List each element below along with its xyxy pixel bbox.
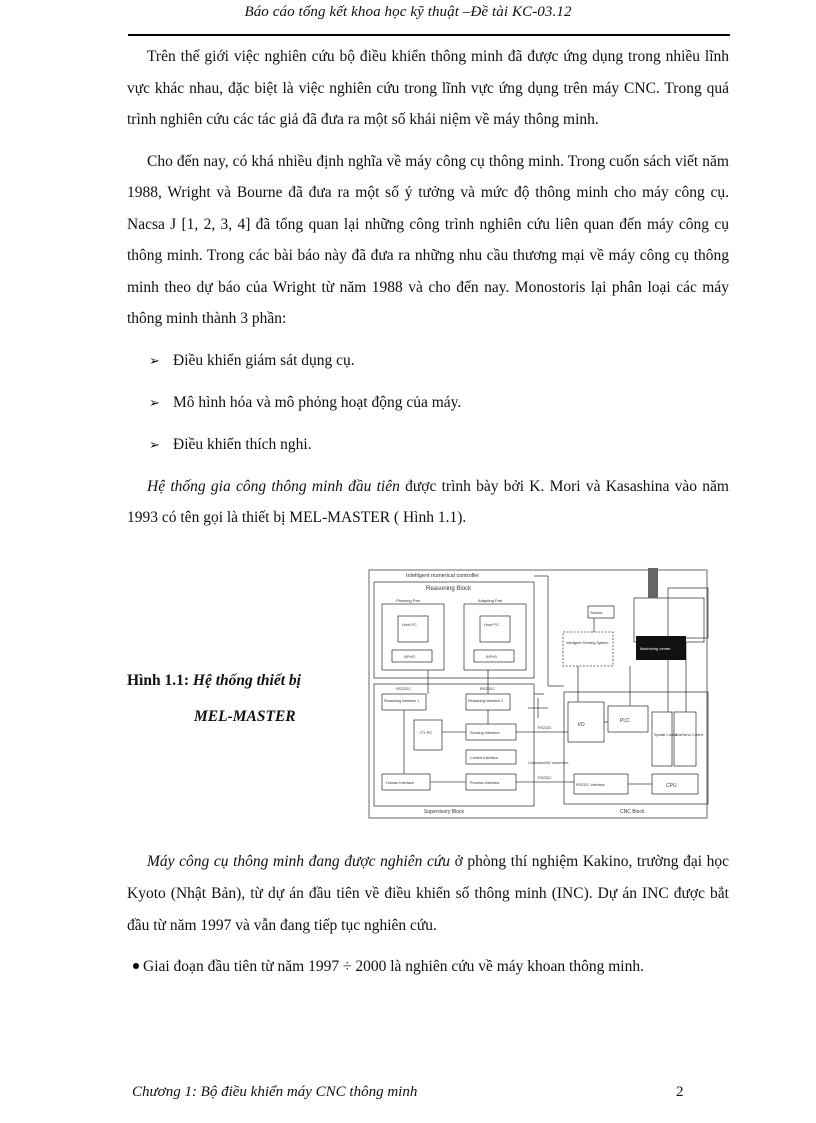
- aphs-label: APHS: [404, 654, 415, 659]
- machining-center-label: Machining center: [640, 646, 671, 651]
- bullet-dot-icon: [133, 963, 139, 969]
- host-pc-label: Host PC: [484, 622, 499, 627]
- paragraph-2: Cho đến nay, có khá nhiều định nghĩa về máy công cụ thông minh. Trong cuốn sách viết năm 1988, Wright và Bourne đã đưa ra một số ý tưởng và mức độ thông minh cho máy công cụ. Nacsa J [1, 2, 3, 4] đã tổng quan lại những công trình nghiên cứu liên quan đến máy công cụ thông minh. Trong các bài báo này đã đưa ra những nhu cầu thương mại về máy công cụ thông minh theo dự báo của Wright từ năm 1988 và cho đến nay. Monostoris lại phân loại các máy thông minh thành 3 phần:: [127, 152, 729, 327]
- page-header: Báo cáo tổng kết khoa học kỹ thuật –Đề tài KC-03.12: [244, 4, 572, 20]
- rs232c-label: RS232C: [480, 686, 496, 691]
- planning-part-label: Planning Part: [396, 598, 421, 603]
- arrow-bullet-icon: ➢: [149, 352, 160, 368]
- io-label: I/O: [578, 722, 585, 728]
- caption-label: Hình 1.1:: [127, 672, 190, 689]
- mel-master-diagram: [368, 566, 710, 820]
- spindle-control-label: Spindle Control: [654, 733, 678, 737]
- host-pc-label: Host PC: [402, 622, 417, 627]
- plc-label: PLC: [620, 718, 630, 724]
- bullet-item: [127, 951, 729, 983]
- bullet-item-text: Giai đoạn đầu tiên từ năm 1997 ÷ 2000 là nghiên cứu về máy khoan thông minh.: [143, 958, 644, 975]
- cpu-label: CPU: [666, 783, 677, 789]
- planning-part-frame: [382, 604, 444, 670]
- paragraph-4: [127, 846, 729, 942]
- diagram-svg: [368, 566, 710, 820]
- arrow-bullet-icon: ➢: [149, 394, 160, 410]
- rs232c-link-label: RS232C: [538, 776, 552, 780]
- list-item-text: Điều khiển giám sát dụng cụ.: [173, 351, 355, 369]
- paragraph-3-text: được trình bày bởi K. Mori và Kasashina vào năm 1993 có tên gọi là thiết bị MEL-MASTER ( Hình 1.1).: [127, 477, 729, 526]
- rs232c-link-label: RS232C: [538, 726, 552, 730]
- rs232c-label: RS232C: [396, 686, 412, 691]
- figure-caption: [127, 672, 301, 726]
- process-interface-label: Process Interface: [470, 781, 500, 785]
- supervisory-block-label: Supervisory Block: [424, 809, 465, 815]
- footer-chapter: Chương 1: Bộ điều khiển máy CNC thông minh: [132, 1084, 418, 1100]
- outer-title: Intelligent numerical controller: [406, 573, 480, 579]
- rs232c-interface-label: RS232C Interface: [576, 783, 605, 787]
- list-item: [127, 429, 729, 460]
- body-text: [127, 41, 729, 544]
- list-item: [127, 345, 729, 376]
- axis-control-label: Axis/Servo Control: [675, 733, 704, 737]
- paragraph-3: [127, 471, 729, 534]
- reasoning-interface-2-label: Reasoning Interface 2: [468, 699, 504, 703]
- body-text-lower: [127, 846, 729, 983]
- aphs-label: APHS: [486, 654, 497, 659]
- list-item-text: Điều khiển thích nghi.: [173, 435, 312, 453]
- sensor-label: Sensor: [590, 610, 603, 615]
- control-interface-label: Control Interface: [470, 756, 499, 760]
- bullet-list: [127, 345, 729, 460]
- arrow-bullet-icon: ➢: [149, 436, 160, 452]
- cnc-block-label: CNC Block: [620, 809, 645, 815]
- caption-line-2: MEL-MASTER: [194, 708, 296, 725]
- reasoning-interface-1-label: Reasoning Interface 1: [384, 699, 420, 703]
- human-interface-label: Human Interface: [386, 781, 415, 785]
- paragraph-1: Trên thế giới việc nghiên cứu bộ điều khiển thông minh đã được ứng dụng trong nhiều lĩnh vực khác nhau, đặc biệt là việc nghiên cứu trong lĩnh vực ứng dụng trên máy CNC. Trong quá trình nghiên cứu các tác giả đã đưa ra một số khái niệm về máy thông minh.: [127, 48, 729, 128]
- list-item-text: Mô hình hóa và mô phỏng hoạt động của máy.: [173, 393, 462, 411]
- sensing-system-label: Intelligent Sensing System: [566, 641, 609, 645]
- list-item: [127, 387, 729, 418]
- cy-pc-label: CY PC: [420, 730, 433, 735]
- sensing-interface-label: Sensing Interface: [470, 731, 500, 735]
- spindle-motor-graphic: [648, 568, 658, 598]
- paragraph-4-text: ở phòng thí nghiệm Kakino, trường đại học Kyoto (Nhật Bản), từ dự án đầu tiên về điều khiển số thông minh (INC). Dự án INC được bắt đầu từ năm 1997 và vẫn đang tiếp tục nghiên cứu.: [127, 853, 730, 934]
- reasoning-block-label: Reasoning Block: [426, 586, 472, 592]
- paragraph-3-emphasis: Hệ thống gia công thông minh đầu tiên: [147, 477, 400, 495]
- cnc-block-frame: [564, 692, 708, 804]
- header-rule: [128, 34, 730, 36]
- caption-title: Hệ thống thiết bị: [189, 672, 301, 689]
- paragraph-4-emphasis: Máy công cụ thông minh đang được nghiên cứu: [147, 853, 451, 870]
- adapting-part-frame: [464, 604, 526, 670]
- page-number: 2: [676, 1084, 684, 1100]
- connection-label: Connection/NC connection: [528, 761, 569, 765]
- adapting-part-label: Adapting Part: [478, 598, 503, 603]
